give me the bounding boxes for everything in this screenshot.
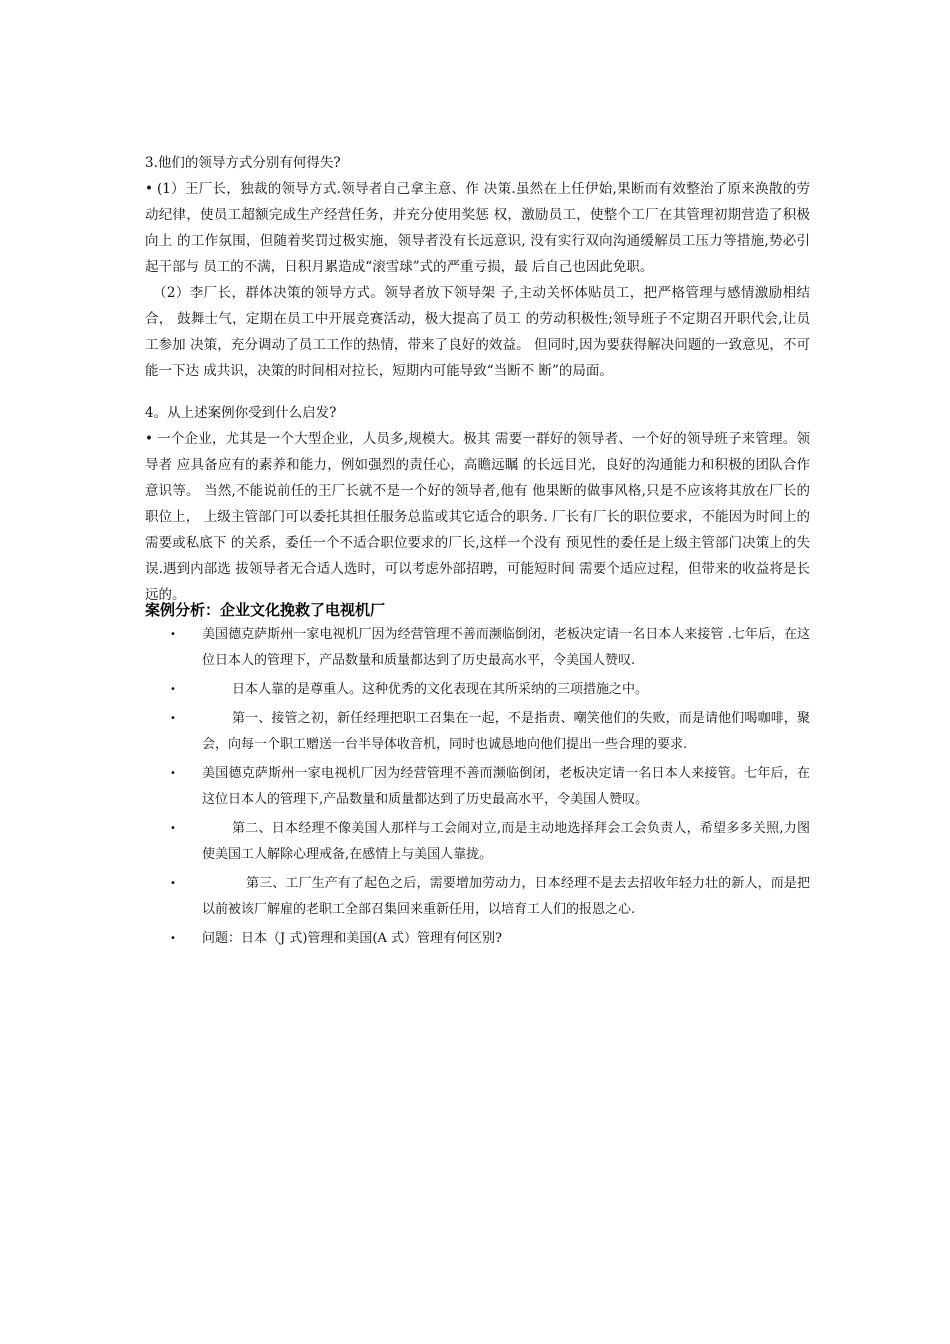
list-item xyxy=(170,677,810,703)
list-item-text: 美国德克萨斯州一家电视机厂因为经营管理不善而濒临倒闭，老板决定请一名日本人来接管。七年后，在这位日本人的管理下,产品数量和质量都达到了历史最高水平，令美国人赞叹。 xyxy=(202,766,810,807)
bullet-icon: • xyxy=(170,629,176,640)
list-item xyxy=(170,816,810,868)
case-analysis-title: 案例分析：企业文化挽救了电视机厂 xyxy=(145,601,386,619)
bullet-icon: • xyxy=(170,933,176,944)
question-3-title: 3.他们的领导方式分别有何得失? xyxy=(145,155,341,171)
bullet-icon: • xyxy=(145,181,153,197)
bullet-icon: • xyxy=(170,878,176,889)
list-item-text: 日本人靠的是尊重人。这种优秀的文化表现在其所采纳的三项措施之中。 xyxy=(232,682,649,697)
list-item xyxy=(170,871,810,923)
bullet-icon: • xyxy=(170,713,176,724)
bullet-icon: • xyxy=(170,768,176,779)
bullet-icon: • xyxy=(170,823,176,834)
bullet-icon: • xyxy=(145,431,153,447)
question-3-section xyxy=(145,150,810,384)
list-item-text: 问题：日本（J 式)管理和美国(A 式）管理有何区别? xyxy=(202,931,502,946)
list-item xyxy=(170,761,810,813)
answer-text: (1）王厂长，独裁的领导方式.领导者自己拿主意、作 决策.虽然在上任伊始,果断而有效整治了原来涣散的劳 动纪律，使员工超额完成生产经营任务，并充分使用奖惩 权，激励员工，使整个工厂在其管理初期营造了积极向上 的工作氛围，但随着奖罚过极实施，领导者没有长远意识, 没有实行双向沟通缓解员工压力等措施,势必引起干部与 员工的不满，日积月累造成“滚雪球”式的严重亏损，最 后自己也因此免职。 xyxy=(145,181,810,275)
question-3-answer-2: （2）李厂长，群体决策的领导方式。领导者放下领导架 子,主动关怀体贴员工，把严格管理与感情激励相结合， 鼓舞士气，定期在员工中开展竞赛活动，极大提高了员工 的劳动积极性;领导班子不定期召开职代会,让员工参加 决策，充分调动了员工工作的热情，带来了良好的效益。 但同时,因为要获得解决问题的一致意见，不可能一下达 成共识，决策的时间相对拉长，短期内可能导致“当断不 断”的局面。 xyxy=(145,285,810,379)
list-item-text: 美国德克萨斯州一家电视机厂因为经营管理不善而濒临倒闭，老板决定请一名日本人来接管 .七年后，在这位日本人的管理下，产品数量和质量都达到了历史最高水平，令美国人赞叹. xyxy=(202,627,810,668)
question-4-section xyxy=(145,400,810,608)
answer-text: 一个企业，尤其是一个大型企业，人员多,规模大。极其 需要一群好的领导者、一个好的领导班子来管理。领导者 应具备应有的素养和能力，例如强烈的责任心，高瞻远瞩 的长远目光，良好的沟通能力和积极的团队合作意识等。 当然,不能说前任的王厂长就不是一个好的领导者,他有 他果断的做事风格,只是不应该将其放在厂长的职位上， 上级主管部门可以委托其担任服务总监或其它适合的职务. 厂长有厂长的职位要求，不能因为时间上的需要或私底下 的关系，委任一个不适合职位要求的厂长,这样一个没有 预见性的委任是上级主管部门决策上的失误.遇到内部选 拔领导者无合适人选时，可以考虑外部招聘，可能短时间 需要个适应过程，但带来的收益将是长远的。 xyxy=(145,431,810,603)
list-item xyxy=(170,706,810,758)
question-3-answer-1 xyxy=(145,176,810,280)
list-item xyxy=(170,926,810,952)
bullet-icon: • xyxy=(170,684,176,695)
list-item xyxy=(170,622,810,674)
list-item-text: 第二、日本经理不像美国人那样与工会闹对立,而是主动地选择拜会工会负责人，希望多多关照,力图使美国工人解除心理戒备,在感情上与美国人靠拢。 xyxy=(202,821,810,862)
question-4-title: 4。从上述案例你受到什么启发? xyxy=(145,405,337,421)
list-item-text: 第三、工厂生产有了起色之后，需要增加劳动力，日本经理不是去去招收年轻力壮的新人，而是把以前被该厂解雇的老职工全部召集回来重新任用，以培育工人们的报恩之心. xyxy=(202,876,810,917)
list-item-text: 第一、接管之初，新任经理把职工召集在一起，不是指责、嘲笑他们的失败，而是请他们喝咖啡，聚会，向每一个职工赠送一台半导体收音机，同时也诚恳地向他们提出一些合理的要求. xyxy=(202,711,810,752)
case-list xyxy=(170,622,810,955)
question-4-answer xyxy=(145,426,810,608)
